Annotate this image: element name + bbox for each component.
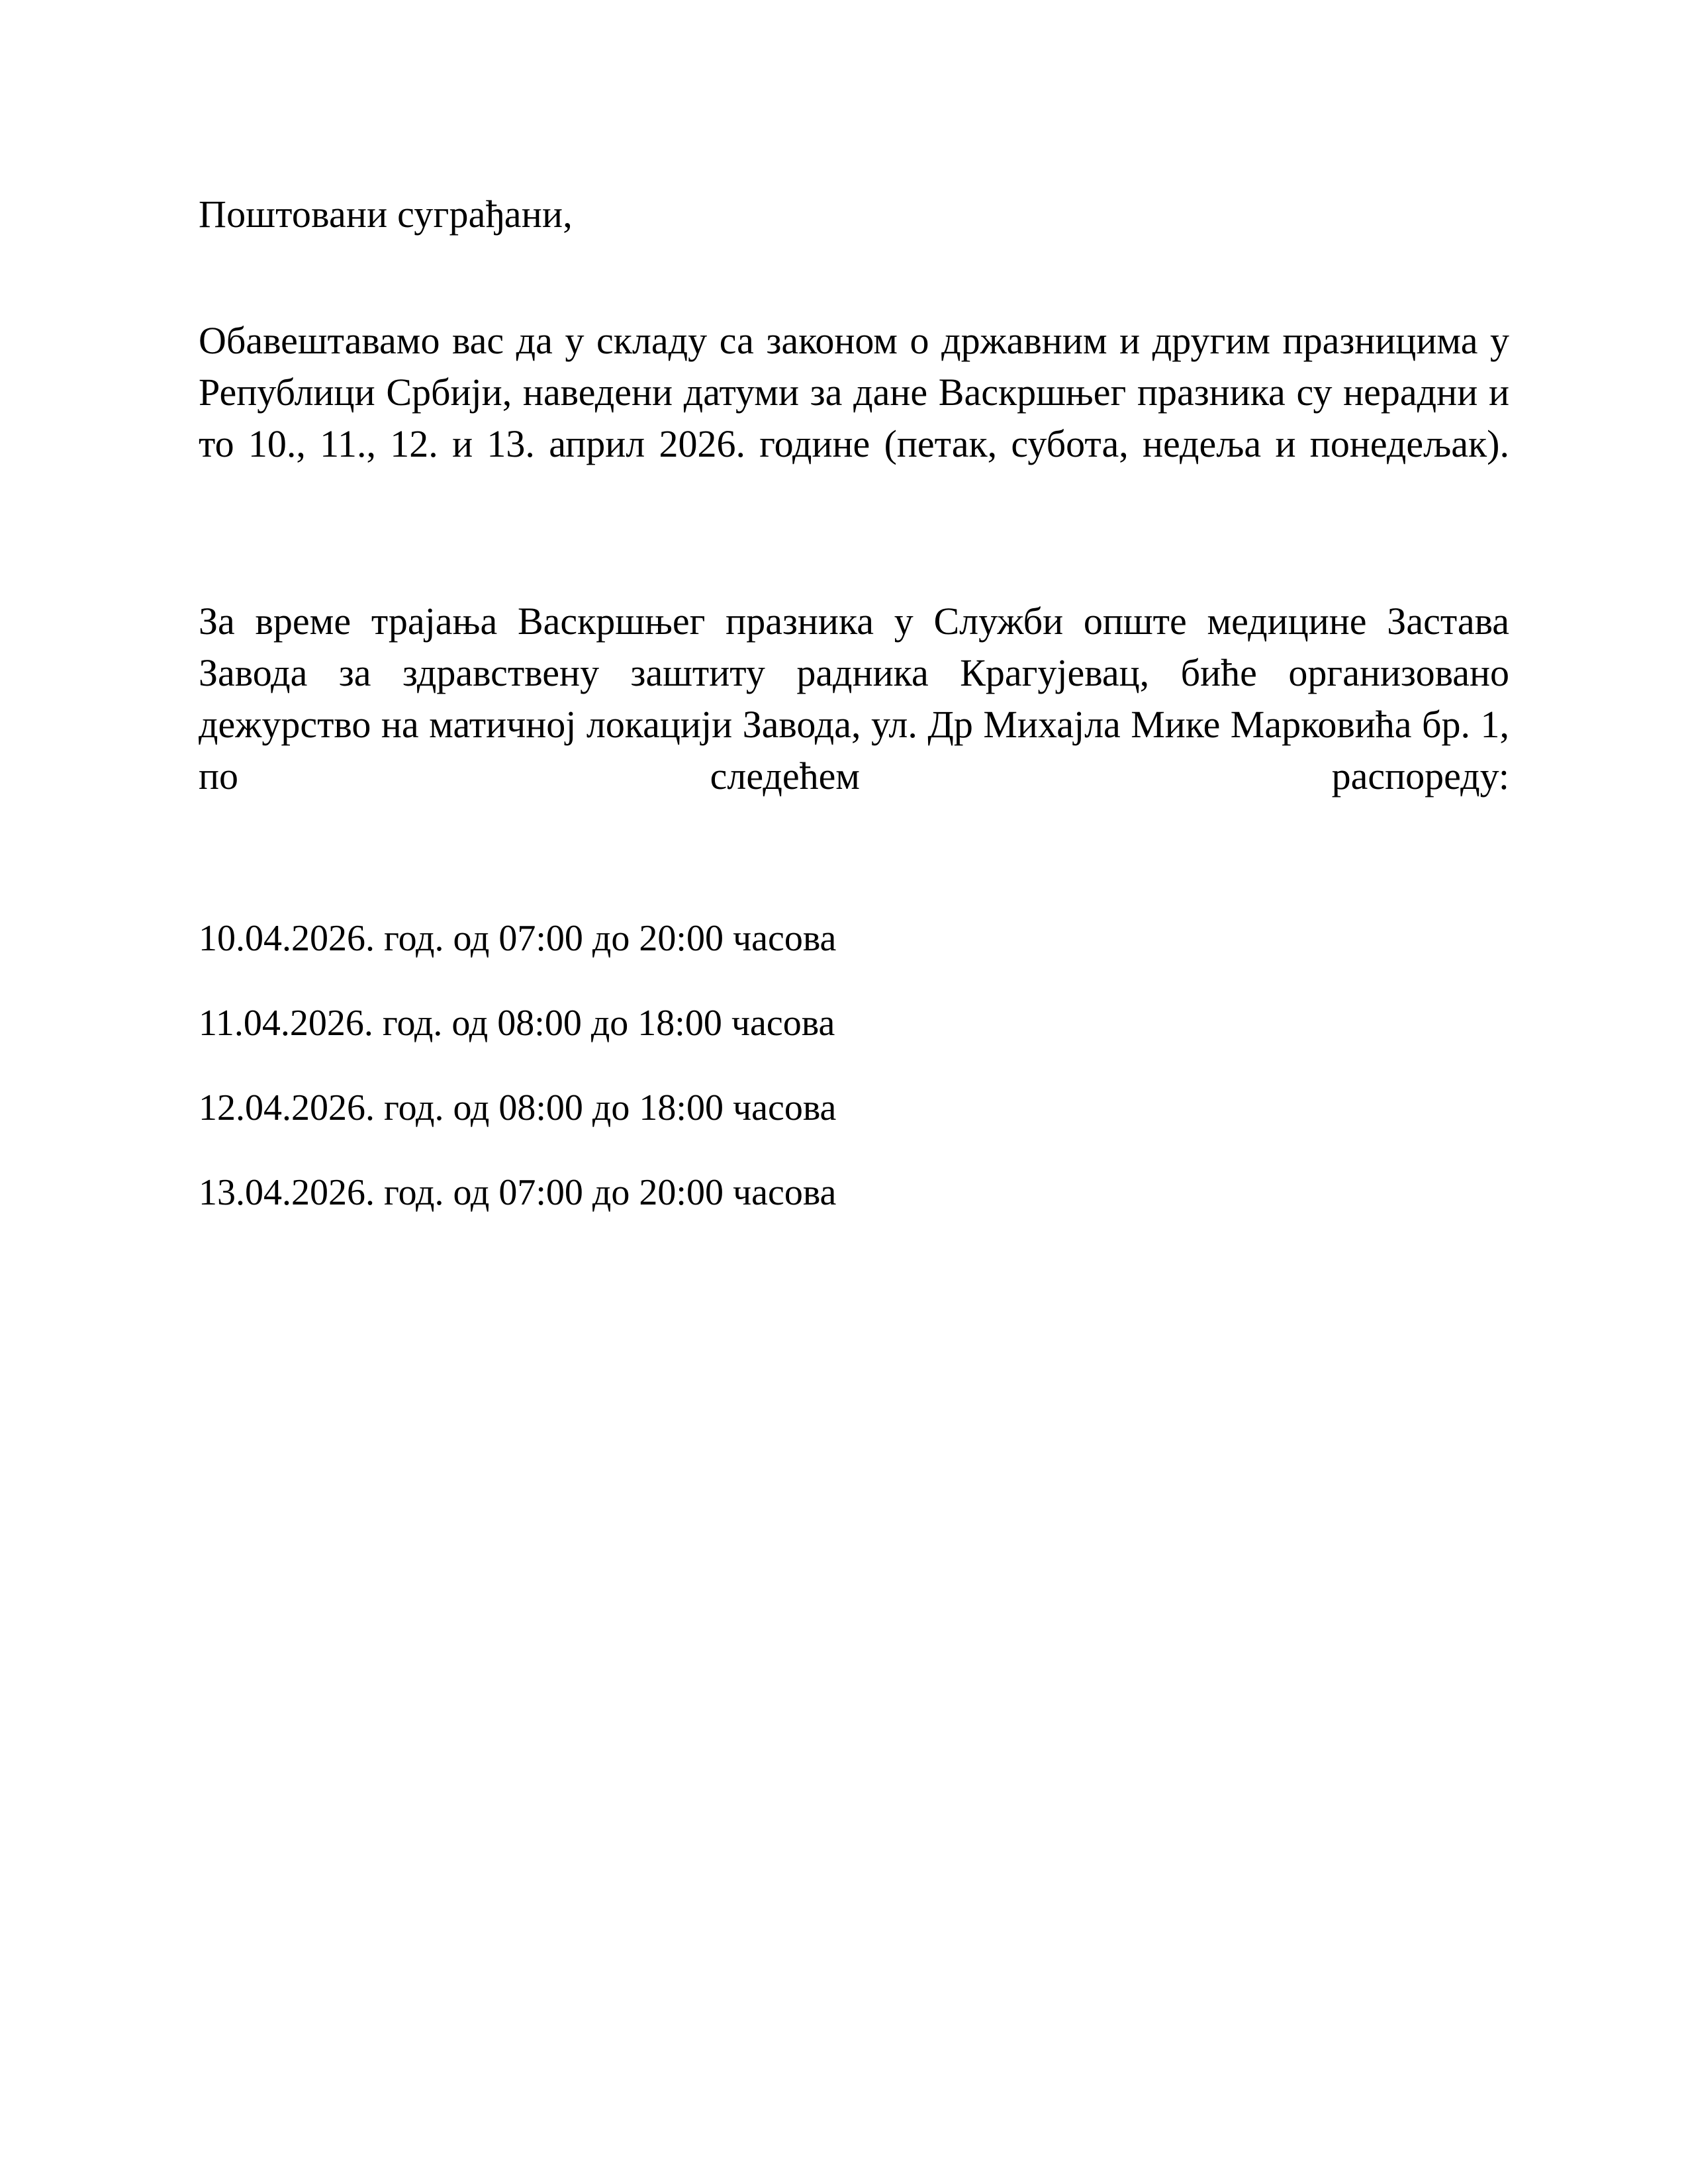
spacer-between-paragraphs	[199, 522, 1509, 596]
duty-schedule-list	[199, 918, 1509, 1214]
document-body	[199, 192, 1509, 1214]
paragraph-duty-location: За време трајања Васкршњег празника у Служби опште медицине Застава Завода за здравствену заштиту радника Крагујевац, биће организовано дежурство на матичној локацији Завода, ул. Др Михајла Мике Марковића бр. 1, по следећем распореду:	[199, 600, 1509, 798]
schedule-item: 13.04.2026. год. од 07:00 до 20:00 часова	[199, 1172, 837, 1214]
schedule-item: 11.04.2026. год. од 08:00 до 18:00 часова	[199, 1003, 835, 1044]
paragraph-holiday-dates: Обавештавамо вас да у складу са законом о државним и другим празницима у Републици Србији, наведени датуми за дане Васкршњег празника су нерадни и то 10., 11., 12. и 13. април 2026. године (петак, субота, недеља и понедељак).	[199, 319, 1509, 466]
greeting-line: Поштовани суграђани,	[199, 193, 573, 236]
spacer-after-greeting	[199, 237, 1509, 315]
spacer-before-schedule	[199, 854, 1509, 920]
schedule-item: 10.04.2026. год. од 07:00 до 20:00 часова	[199, 918, 837, 960]
schedule-item: 12.04.2026. год. од 08:00 до 18:00 часова	[199, 1087, 837, 1129]
